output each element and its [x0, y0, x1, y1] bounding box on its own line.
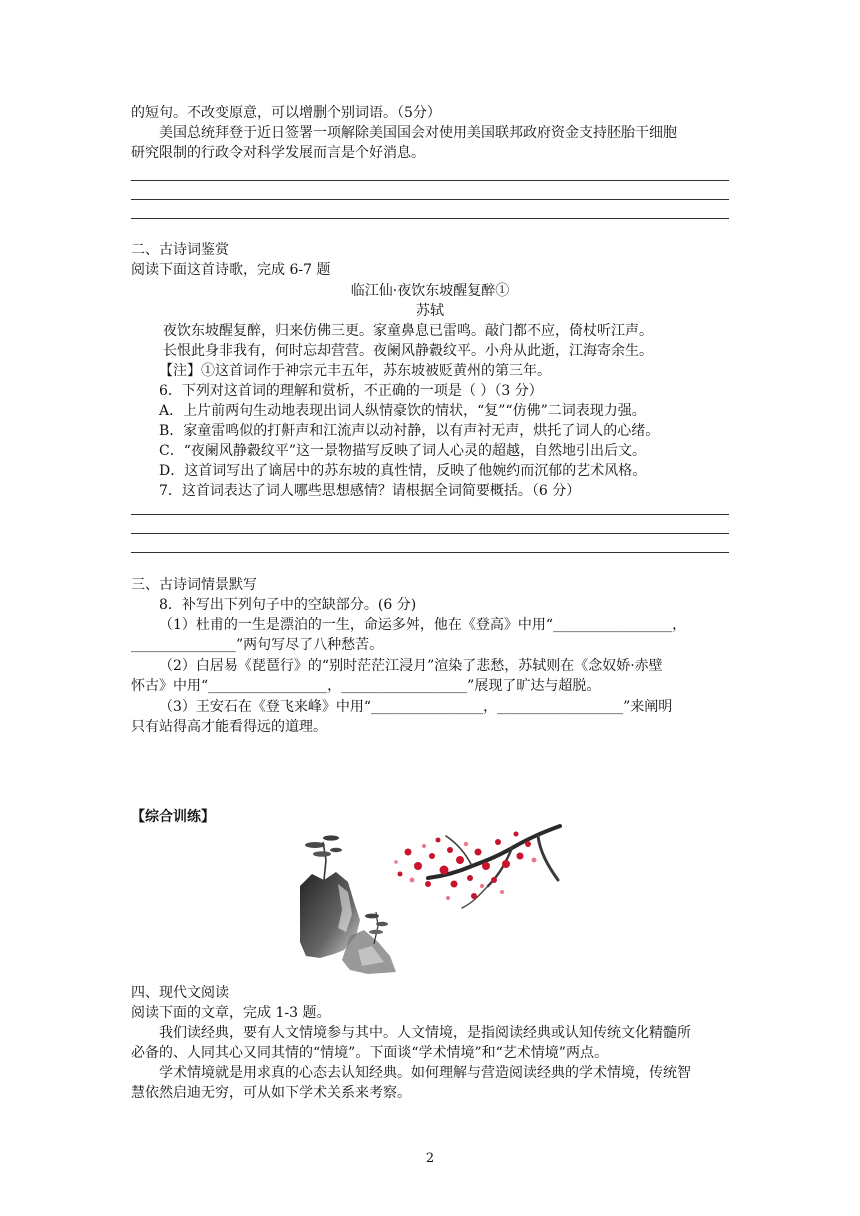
fill-item-1-cont: _______________”两句写尽了八种愁苦。 [131, 637, 384, 653]
answer-line [131, 199, 729, 200]
page-number: 2 [425, 1151, 435, 1166]
article-paragraph: 学术情境就是用求真的心态去认知经典。如何理解与营造阅读经典的学术情境，传统智 [159, 1065, 691, 1081]
q5-instruction-tail: 的短句。不改变原意，可以增删个别词语。（5分） [131, 105, 441, 121]
q5-source-sentence-line2: 研究限制的行政令对科学发展而言是个好消息。 [131, 145, 425, 161]
poem-author: 苏轼 [416, 303, 444, 319]
answer-line [131, 218, 729, 219]
article-paragraph-cont: 慧依然启迪无穷，可从如下学术关系来考察。 [131, 1085, 411, 1101]
fill-item-1: （1）杜甫的一生是漂泊的一生，命运多舛，他在《登高》中用“_________________， [159, 617, 687, 633]
question-8: 8．补写出下列句子中的空缺部分。(6 分) [159, 597, 417, 613]
q5-source-sentence-line1: 美国总统拜登于近日签署一项解除美国国会对使用美国联邦政府资金支持胚胎干细胞 [159, 125, 677, 141]
fill-item-3: （3）王安石在《登飞来峰》中用“________________，__________________”来阐明 [159, 699, 673, 715]
question-7: 7．这首词表达了词人哪些思想感情？请根据全词简要概括。（6 分） [159, 483, 581, 499]
answer-line [131, 552, 729, 553]
question-6: 6．下列对这首词的理解和赏析，不正确的一项是（ ）（3 分） [159, 383, 543, 399]
section-heading-modern-reading: 四、现代文阅读 [131, 985, 229, 1001]
poem-note: 【注】①这首词作于神宗元丰五年，苏东坡被贬黄州的第三年。 [159, 363, 551, 379]
poem-title: 临江仙·夜饮东坡醒复醉① [350, 283, 510, 299]
article-paragraph-cont: 必备的、人同其心又同其情的“情境”。下面谈“学术情境”和“艺术情境”两点。 [131, 1045, 608, 1061]
section-heading-recitation: 三、古诗词情景默写 [131, 577, 257, 593]
training-heading: 【综合训练】 [131, 809, 215, 825]
section-intro: 阅读下面这首诗歌，完成 6-7 题 [131, 262, 331, 278]
option-b: B．家童雷鸣似的打鼾声和江流声以动衬静，以有声衬无声，烘托了词人的心绪。 [159, 423, 660, 439]
answer-line [131, 180, 729, 181]
section-heading-poetry: 二、古诗词鉴赏 [131, 242, 229, 258]
poem-line: 夜饮东坡醒复醉，归来仿佛三更。家童鼻息已雷鸣。敲门都不应，倚杖听江声。 [163, 323, 653, 339]
ink-mountain-pine-icon [298, 832, 398, 978]
answer-line [131, 533, 729, 534]
section-intro: 阅读下面的文章，完成 1-3 题。 [131, 1005, 331, 1021]
fill-item-3-cont: 只有站得高才能看得远的道理。 [131, 719, 327, 735]
article-paragraph: 我们读经典，要有人文情境参与其中。人文情境，是指阅读经典或认知传统文化精髓所 [159, 1025, 691, 1041]
option-d: D．这首词写出了谪居中的苏东坡的真性情，反映了他婉约而沉郁的艺术风格。 [159, 463, 647, 479]
fill-item-2: （2）白居易《琵琶行》的“别时茫茫江浸月”渲染了悲愁，苏轼则在《念奴娇·赤壁 [159, 658, 663, 674]
option-a: A．上片前两句生动地表现出词人纵情豪饮的情状，“复”“仿佛”二词表现力强。 [159, 403, 646, 419]
answer-line [131, 514, 729, 515]
fill-item-2-cont: 怀古》中用“_________________，__________________”展现了旷达与超脱。 [131, 678, 601, 694]
option-c: C．“夜阑风静縠纹平”这一景物描写反映了词人心灵的超越，自然地引出后文。 [159, 443, 647, 459]
plum-blossom-branch-icon [388, 822, 562, 914]
poem-line: 长恨此身非我有，何时忘却营营。夜阑风静縠纹平。小舟从此逝，江海寄余生。 [163, 343, 653, 359]
